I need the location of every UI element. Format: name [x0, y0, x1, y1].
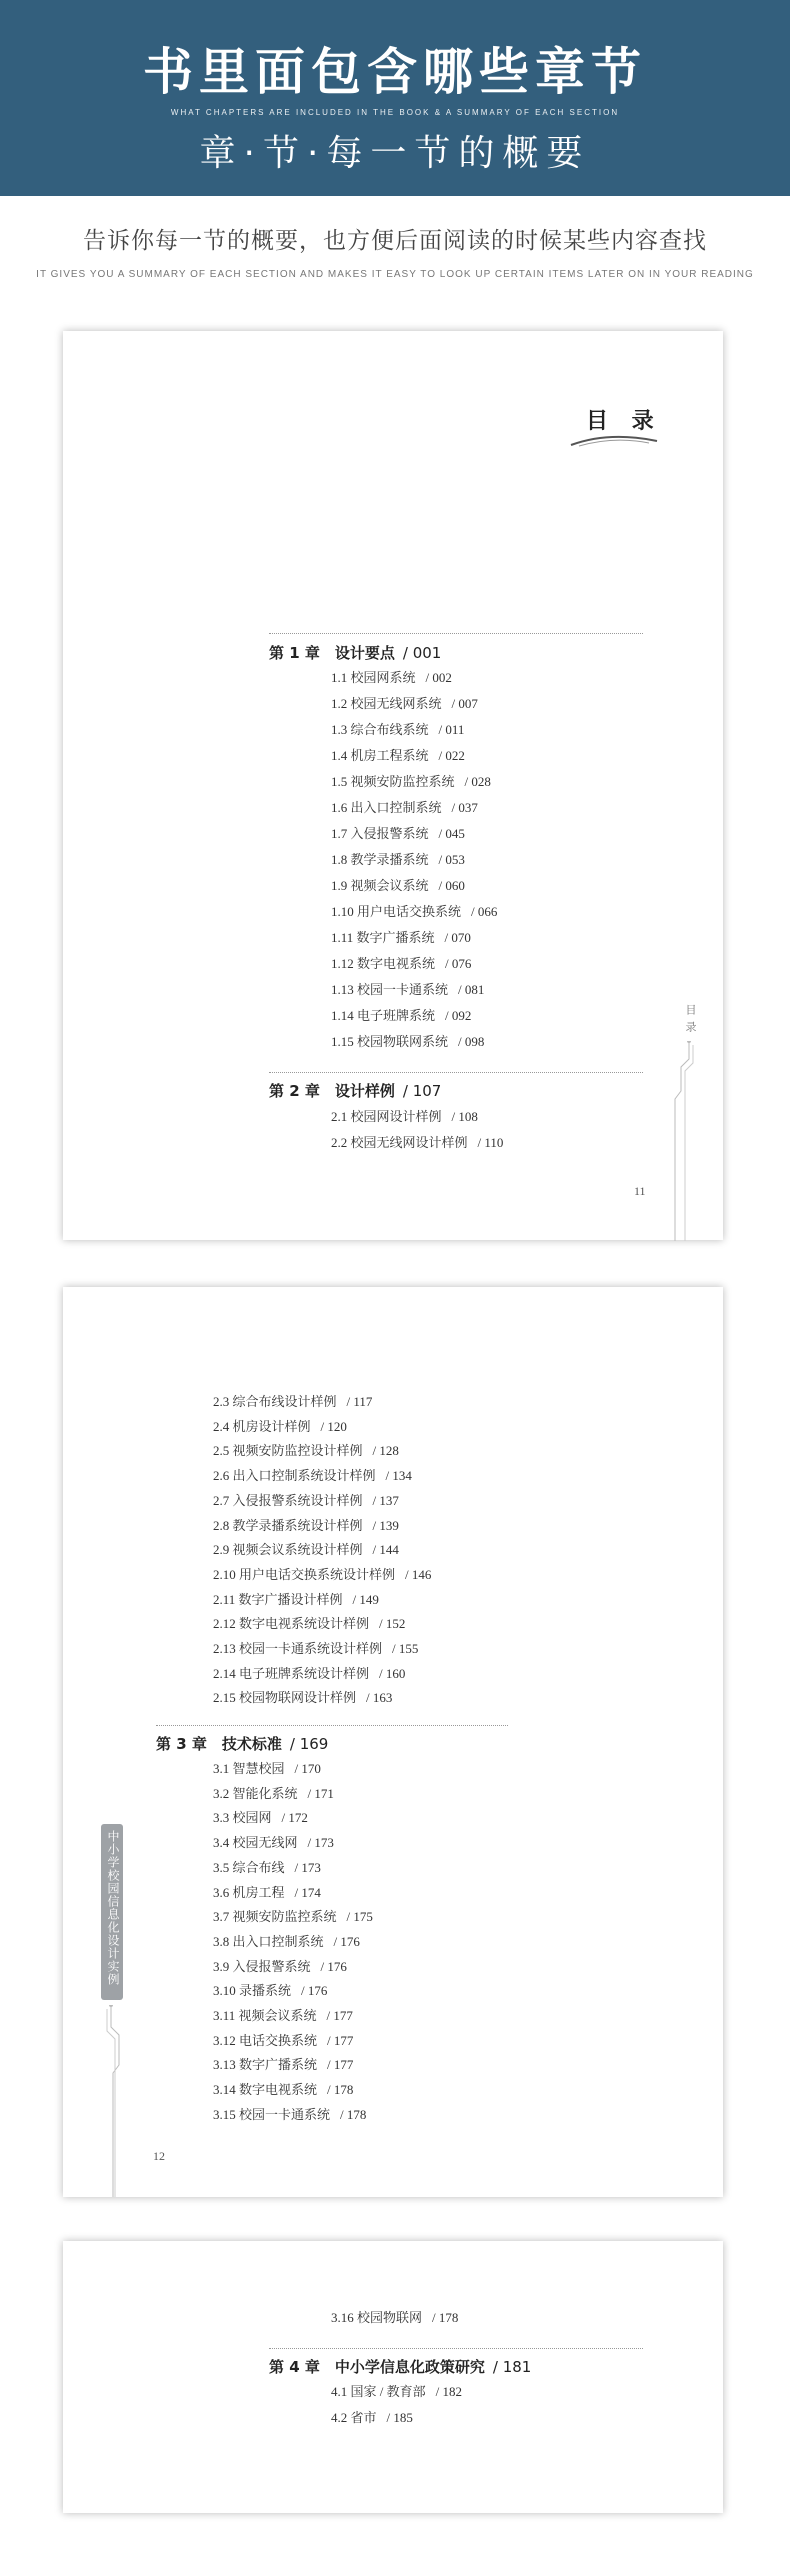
toc-entry-page: / 177: [326, 2008, 353, 2023]
toc-entry-label: 3.7 视频安防监控系统: [213, 1909, 337, 1925]
toc-page-1: [63, 331, 723, 1240]
toc-entry[interactable]: [213, 1465, 412, 1484]
toc-entry-page: / 170: [294, 1761, 321, 1776]
side-toc-label: 目录: [684, 1004, 697, 1038]
toc-entry-label: 2.12 数字电视系统设计样例: [213, 1616, 370, 1632]
toc-entry[interactable]: [213, 2104, 366, 2123]
toc-entry-page: / 139: [372, 1517, 399, 1533]
toc-entry[interactable]: [213, 1638, 418, 1657]
toc-entry-label: 1.1 校园网系统: [331, 670, 416, 685]
chapter-divider: [156, 1725, 508, 1726]
toc-entry[interactable]: [213, 1956, 347, 1975]
toc-entry-label: 2.1 校园网设计样例: [331, 1109, 442, 1124]
chapter-divider: [269, 633, 643, 634]
toc-entry-page: / 134: [385, 1468, 412, 1484]
toc-entry[interactable]: [213, 1564, 431, 1583]
side-book-title-text: 中小学校园信息化设计实例: [106, 1830, 120, 1986]
toc-entry[interactable]: [331, 953, 471, 972]
toc-entry-label: 1.10 用户电话交换系统: [331, 904, 462, 919]
toc-entry-label: 2.4 机房设计样例: [213, 1418, 311, 1434]
toc-entry-page: / 144: [372, 1542, 399, 1558]
toc-entry-label: 3.3 校园网: [213, 1810, 272, 1826]
toc-entry-label: 1.14 电子班牌系统: [331, 1008, 436, 1023]
toc-title: 目 录: [586, 408, 662, 434]
toc-entry[interactable]: [213, 1857, 321, 1876]
chapter-heading[interactable]: [269, 642, 441, 663]
header-banner: [0, 0, 790, 196]
toc-entry-page: / 002: [425, 670, 452, 685]
toc-entry[interactable]: [213, 1539, 399, 1558]
toc-entry-label: 2.7 入侵报警系统设计样例: [213, 1492, 363, 1508]
chapter-heading[interactable]: [156, 1733, 328, 1754]
toc-entry[interactable]: [213, 1807, 308, 1826]
toc-entry[interactable]: [331, 2381, 462, 2400]
toc-entry-label: 2.3 综合布线设计样例: [213, 1394, 337, 1409]
toc-entry-page: / 176: [320, 1958, 347, 1974]
toc-entry[interactable]: [331, 849, 465, 868]
toc-entry-page: / 177: [327, 2057, 354, 2073]
toc-entry-label: 2.5 视频安防监控设计样例: [213, 1443, 363, 1459]
toc-entry[interactable]: [213, 1589, 379, 1608]
toc-entry-page: / 110: [477, 1135, 504, 1150]
toc-entry[interactable]: [213, 1416, 347, 1435]
toc-entry-page: / 175: [346, 1909, 373, 1925]
toc-entry-page: / 092: [445, 1008, 472, 1023]
toc-entry-page: / 185: [386, 2410, 413, 2425]
toc-entry-label: 1.6 出入口控制系统: [331, 800, 442, 815]
toc-entry[interactable]: [213, 1906, 373, 1925]
toc-entry[interactable]: [331, 875, 465, 894]
toc-entry[interactable]: [331, 2407, 413, 2426]
toc-entry-label: 2.11 数字广播设计样例: [213, 1591, 343, 1607]
chapter-label: 第 1 章 设计要点: [269, 644, 395, 662]
toc-entry-page: / 172: [281, 1810, 308, 1826]
toc-entry-label: 2.15 校园物联网设计样例: [213, 1690, 357, 1706]
toc-entry[interactable]: [213, 1391, 372, 1410]
toc-entry-page: / 045: [438, 826, 465, 841]
toc-entry-label: 3.12 电话交换系统: [213, 2032, 318, 2048]
toc-page-3: [63, 2241, 723, 2513]
toc-entry-page: / 081: [458, 982, 485, 997]
toc-entry[interactable]: [331, 2307, 458, 2326]
chapter-divider: [269, 2348, 643, 2349]
toc-entry-page: / 060: [438, 878, 465, 893]
toc-entry-page: / 163: [366, 1690, 393, 1706]
banner-subtitle-en: WHAT CHAPTERS ARE INCLUDED IN THE BOOK & A SUMMARY OF EACH SECTION: [170, 108, 620, 117]
toc-entry-label: 3.15 校园一卡通系统: [213, 2106, 331, 2122]
toc-entry[interactable]: [213, 1613, 405, 1632]
toc-entry[interactable]: [331, 1005, 471, 1024]
toc-entry-page: / 011: [438, 722, 465, 737]
toc-entry[interactable]: [331, 693, 478, 712]
toc-entry-label: 2.8 教学录播系统设计样例: [213, 1517, 363, 1533]
toc-entry-label: 3.9 入侵报警系统: [213, 1958, 311, 1974]
toc-entry-page: / 066: [471, 904, 498, 919]
chapter-page: / 169: [289, 1735, 329, 1753]
toc-entry-label: 2.10 用户电话交换系统设计样例: [213, 1566, 396, 1582]
chapter-page: / 107: [402, 1082, 442, 1100]
toc-entry-page: / 178: [327, 2082, 354, 2098]
intro-text: 告诉你每一节的概要，也方便后面阅读的时候某些内容查找: [83, 228, 707, 254]
toc-entry-label: 1.9 视频会议系统: [331, 878, 429, 893]
toc-entry-label: 2.13 校园一卡通系统设计样例: [213, 1641, 383, 1656]
toc-entry-label: 4.2 省市: [331, 2410, 377, 2425]
toc-entry[interactable]: [213, 1832, 334, 1851]
toc-entry-label: 4.1 国家 / 教育部: [331, 2384, 426, 2399]
toc-entry-label: 3.2 智能化系统: [213, 1785, 298, 1801]
toc-entry[interactable]: [213, 1882, 321, 1901]
toc-entry-page: / 037: [451, 800, 478, 815]
toc-entry-label: 1.11 数字广播系统: [331, 930, 435, 945]
toc-entry-label: 3.10 录播系统: [213, 1983, 292, 1999]
toc-entry[interactable]: [213, 2005, 353, 2024]
toc-entry[interactable]: [213, 1931, 360, 1950]
toc-entry[interactable]: [331, 979, 484, 998]
toc-entry-label: 1.2 校园无线网系统: [331, 696, 442, 711]
toc-entry-page: / 176: [333, 1933, 360, 1949]
chapter-label: 第 4 章 中小学信息化政策研究: [269, 2358, 485, 2376]
toc-entry-label: 1.8 教学录播系统: [331, 852, 429, 867]
chapter-heading[interactable]: [269, 1080, 441, 1101]
side-book-title: [101, 1824, 123, 2000]
toc-entry-label: 2.9 视频会议系统设计样例: [213, 1542, 363, 1558]
toc-entry-label: 3.16 校园物联网: [331, 2310, 423, 2325]
toc-entry-page: / 022: [438, 748, 465, 763]
toc-entry-page: / 108: [451, 1109, 478, 1124]
toc-entry-label: 1.12 数字电视系统: [331, 956, 436, 971]
toc-entry-page: / 053: [438, 852, 465, 867]
toc-entry-label: 3.8 出入口控制系统: [213, 1933, 324, 1949]
toc-entry[interactable]: [213, 2030, 353, 2049]
toc-entry-label: 2.14 电子班牌系统设计样例: [213, 1665, 370, 1681]
toc-entry-page: / 171: [307, 1785, 334, 1801]
page-number: 11: [634, 1184, 646, 1198]
toc-entry-page: / 146: [405, 1566, 432, 1582]
toc-entry-label: 2.2 校园无线网设计样例: [331, 1135, 468, 1150]
toc-entry[interactable]: [331, 1031, 484, 1050]
toc-entry-page: / 137: [372, 1492, 399, 1508]
toc-entry-page: / 178: [340, 2106, 367, 2122]
toc-entry-page: / 076: [445, 956, 472, 971]
toc-entry-page: / 120: [320, 1418, 347, 1434]
toc-entry-label: 1.3 综合布线系统: [331, 722, 429, 737]
toc-entry-page: / 173: [294, 1859, 321, 1875]
toc-entry-page: / 177: [327, 2032, 354, 2048]
toc-entry-page: / 028: [464, 774, 491, 789]
toc-entry-page: / 098: [458, 1034, 485, 1049]
chapter-label: 第 2 章 设计样例: [269, 1082, 395, 1100]
toc-entry[interactable]: [213, 1440, 399, 1459]
toc-entry-page: / 174: [294, 1884, 321, 1900]
toc-entry-label: 1.15 校园物联网系统: [331, 1034, 449, 1049]
toc-entry[interactable]: [213, 1490, 399, 1509]
toc-entry[interactable]: [331, 667, 452, 686]
toc-entry-page: / 155: [392, 1641, 419, 1656]
toc-entry[interactable]: [331, 745, 465, 764]
toc-entry[interactable]: [331, 901, 497, 920]
toc-entry-page: / 176: [301, 1983, 328, 1999]
toc-entry-page: / 182: [435, 2384, 462, 2399]
toc-entry[interactable]: [331, 719, 464, 738]
toc-entry-label: 3.13 数字广播系统: [213, 2057, 318, 2073]
toc-entry-page: / 117: [346, 1394, 373, 1409]
toc-entry[interactable]: [213, 1980, 327, 1999]
chapter-page: / 181: [492, 2358, 532, 2376]
toc-entry[interactable]: [213, 1687, 392, 1706]
toc-page-2: [63, 1287, 723, 2197]
toc-entry-label: 1.7 入侵报警系统: [331, 826, 429, 841]
side-circuit-icon: [651, 1041, 701, 1241]
toc-entry-label: 3.4 校园无线网: [213, 1835, 298, 1851]
toc-entry-page: / 152: [379, 1616, 406, 1632]
chapter-page: / 001: [402, 644, 442, 662]
toc-entry[interactable]: [331, 1106, 478, 1125]
toc-entry-page: / 173: [307, 1835, 334, 1851]
toc-entry-label: 1.5 视频安防监控系统: [331, 774, 455, 789]
toc-entry[interactable]: [331, 823, 465, 842]
toc-entry[interactable]: [331, 771, 491, 790]
toc-entry-label: 1.13 校园一卡通系统: [331, 982, 449, 997]
title-swoosh-icon: [569, 433, 659, 449]
toc-entry-label: 3.5 综合布线: [213, 1859, 285, 1875]
toc-entry[interactable]: [213, 1758, 321, 1777]
toc-entry[interactable]: [331, 927, 471, 946]
toc-entry-label: 2.6 出入口控制系统设计样例: [213, 1468, 376, 1484]
toc-entry[interactable]: [213, 1515, 399, 1534]
toc-entry-page: / 149: [352, 1591, 379, 1607]
toc-entry-page: / 178: [432, 2310, 459, 2325]
toc-entry[interactable]: [213, 1663, 405, 1682]
chapter-heading[interactable]: [269, 2356, 531, 2377]
side-circuit-icon: [103, 2005, 143, 2197]
toc-entry[interactable]: [331, 797, 478, 816]
toc-entry-label: 3.14 数字电视系统: [213, 2082, 318, 2098]
toc-entry[interactable]: [213, 2054, 353, 2073]
toc-entry[interactable]: [213, 1783, 334, 1802]
banner-title: 书里面包含哪些章节: [143, 42, 647, 101]
toc-entry-label: 3.11 视频会议系统: [213, 2008, 317, 2023]
toc-entry-page: / 070: [444, 930, 471, 945]
intro-text-en: IT GIVES YOU A SUMMARY OF EACH SECTION AND MAKES IT EASY TO LOOK UP CERTAIN ITEMS LATER ON IN YOUR READING: [36, 269, 754, 280]
chapter-divider: [269, 1072, 643, 1073]
toc-entry[interactable]: [213, 2079, 353, 2098]
toc-entry-page: / 007: [451, 696, 478, 711]
toc-entry-label: 1.4 机房工程系统: [331, 748, 429, 763]
toc-entry-page: / 160: [379, 1665, 406, 1681]
page-number: 12: [153, 2149, 165, 2163]
toc-entry-label: 3.1 智慧校园: [213, 1761, 285, 1776]
banner-subtitle: 章·节·每一节的概要: [199, 133, 591, 174]
toc-entry-page: / 128: [372, 1443, 399, 1459]
chapter-label: 第 3 章 技术标准: [156, 1735, 282, 1753]
toc-entry-label: 3.6 机房工程: [213, 1884, 285, 1900]
toc-entry[interactable]: [331, 1132, 503, 1151]
